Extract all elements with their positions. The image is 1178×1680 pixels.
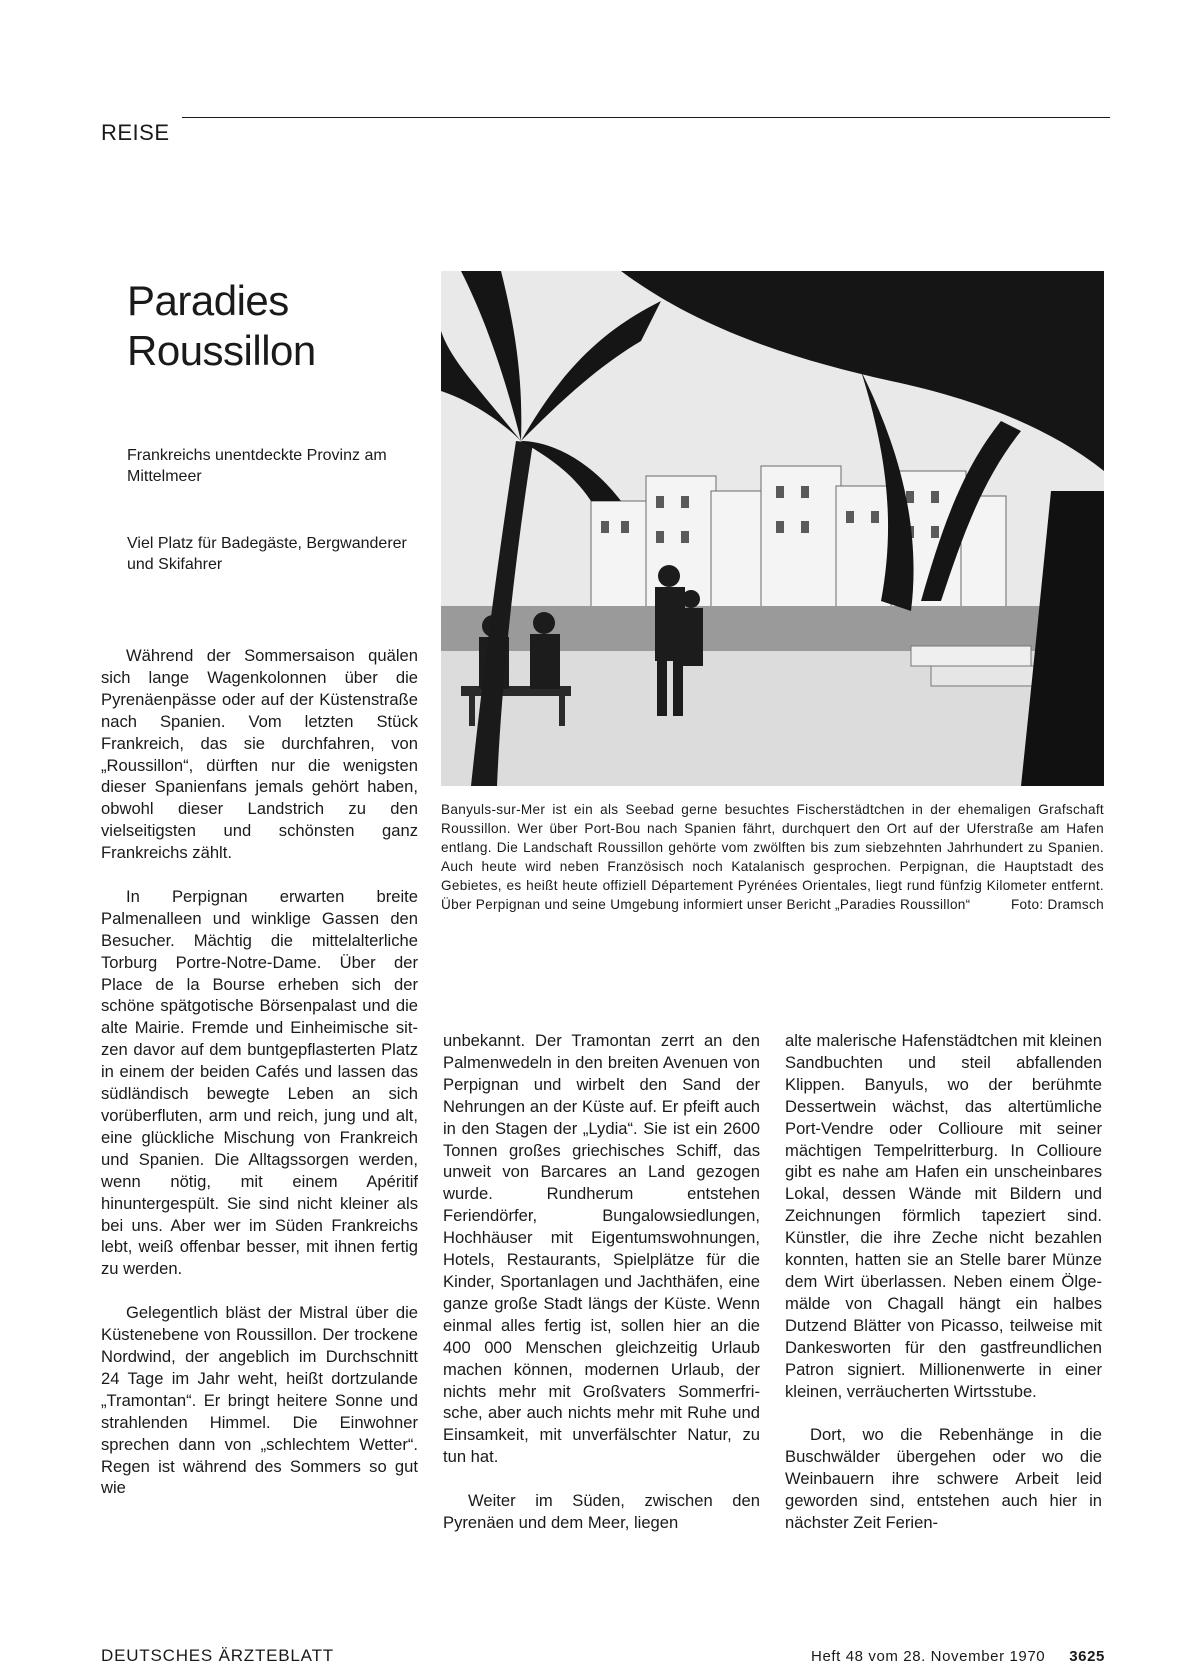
article-title: [127, 276, 316, 376]
article-column-1: [101, 645, 418, 1499]
title-line-2: Roussillon: [127, 327, 316, 374]
issue-date: Heft 48 vom 28. November 1970: [811, 1648, 1046, 1665]
article-column-2: [443, 1030, 760, 1534]
page-number: 3625: [1069, 1648, 1105, 1665]
issue-info: [811, 1648, 1105, 1665]
section-label: REISE: [101, 120, 170, 145]
photo-caption: [441, 800, 1104, 914]
paragraph: unbekannt. Der Tramontan zerrt an den Palmenwedeln in den breiten Avenuen von Perpignan und wirbelt den Sand der Nehrungen an der Küste auf. Er pfeift auch in den Stagen der „Lydia“. Sie ist ein 2600 Tonnen großes griechisches Schiff, das unweit von Barcares an Land gezogen wurde. Rundherum entstehen Feriendörfer, Bungalowsiedlungen, Hochhäuser mit Eigentumswohnungen, Hotels, Restaurants, Spielplätze für die Kinder, Sportanlagen und Jachthäfen, eine ganze große Stadt längs der Küste. Wenn einmal alles fertig ist, sollen hier an die 400 000 Menschen gleichzeitig Urlaub machen können, modernen Urlaub, der nichts mehr mit Großvaters Sommerfrische, aber auch nichts mehr mit Ruhe und Einsamkeit, mit unverfälschter Natur, zu tun hat.: [443, 1031, 760, 1467]
paragraph: Gelegentlich bläst der Mistral über die Küstenebene von Roussillon. Der trockene Nordwind, der angeblich im Durchschnitt 24 Tage im Jahr weht, heißt dortzulande „Tramontan“. Er bringt heitere Sonne und strahlenden Himmel. Die Einwohner sprechen dann von „schlechtem Wetter“. Regen ist während des Sommers so gut wie: [101, 1303, 418, 1498]
paragraph: Dort, wo die Rebenhänge in die Buschwälder übergehen oder wo die Weinbauern ihre schwere Arbeit leid geworden sind, entstehen auch hier in nächster Zeit Ferien-: [785, 1425, 1102, 1532]
paragraph: Während der Sommersaison quälen sich lange Wagenkolonnen über die Pyrenäenpässe oder auf der Küstenstraße nach Spanien. Vom letzten Stück Frankreich, das sie durchfahren, von „Roussillon“, dürften nur die wenigsten dieser Spanienfans jemals gehört haben, obwohl dieser Landstrich zu den vielseitigsten und schönsten ganz Frankreichs zählt.: [101, 646, 418, 863]
journal-name: DEUTSCHES ÄRZTEBLATT: [101, 1646, 334, 1665]
article-subtitle: Frankreichs unentdeckte Provinz am Mittelmeer: [127, 447, 387, 485]
paragraph: Weiter im Süden, zwischen den Pyrenäen und dem Meer, liegen: [443, 1491, 760, 1532]
photo-illustration: [441, 271, 1104, 786]
article-column-3: [785, 1030, 1102, 1534]
title-line-1: Paradies: [127, 277, 289, 324]
caption-text: Banyuls-sur-Mer ist ein als Seebad gerne besuchtes Fischerstädtchen in der ehemaligen Grafschaft Roussillon. Wer über Port-Bou nach Spanien fährt, durchquert den Ort auf der Uferstraße am Hafen entlang. Die Landschaft Roussillon gehörte vom zwölften bis zum siebzehnten Jahrhundert zu Spanien. Auch heute wird neben Französisch noch Katalanisch gesprochen. Perpignan, die Hauptstadt des Gebietes, es heißt heute offiziell Département Pyrénées Orientales, liegt rund fünfzig Kilometer entfernt. Über Perpignan und seine Umgebung informiert unser Bericht „Paradies Roussillon“: [441, 802, 1104, 912]
photo-credit: Foto: Dramsch: [1010, 897, 1104, 912]
paragraph: alte malerische Hafenstädtchen mit kleinen Sandbuchten und steil abfallenden Klippen. Banyuls, wo der berühmte Dessertwein wächst, das altertümliche Port-Vendre oder Collioure mit seiner mächtigen Tempelritterburg. In Collioure gibt es nahe am Hafen ein unscheinbares Lokal, dessen Wände mit Bildern und Zeichnungen förmlich tapeziert sind. Künstler, die ihre Zeche nicht bezahlen konnten, hatten sie an Stelle barer Münze dem Wirt überlassen. Neben einem Ölgemälde von Chagall hängt ein halbes Dutzend Blätter von Picasso, teilweise mit Dankesworten für den gastfreundlichen Patron signiert. Millionenwerte in einer kleinen, verräucherten Wirtsstube.: [785, 1031, 1102, 1401]
article-deck: Viel Platz für Badegäste, Bergwanderer und Skifahrer: [127, 535, 407, 573]
section-rule: [182, 117, 1110, 118]
article-photo: [441, 271, 1104, 786]
paragraph: In Perpignan erwarten breite Palmenalleen und winklige Gassen den Besucher. Mächtig die mittelalterliche Torburg Portre-Notre-Dame. Über der Place de la Bourse erheben sich der schöne spätgotische Börsenpalast und die alte Mairie. Fremde und Einheimische sitzen davor auf dem buntgepflasterten Platz in einem der beiden Cafés und lassen das südländisch bewegte Leben an sich vorüberfluten, arm und reich, jung und alt, eine glückliche Mischung von Frankreich und Spanien. Die Alltagssorgen werden, wenn nötig, mit einem Apéritif hinuntergespült. Sie sind nicht kleiner als bei uns. Aber wer im Süden Frankreichs lebt, weiß offenbar besser, mit ihnen fertig zu werden.: [101, 886, 418, 1279]
